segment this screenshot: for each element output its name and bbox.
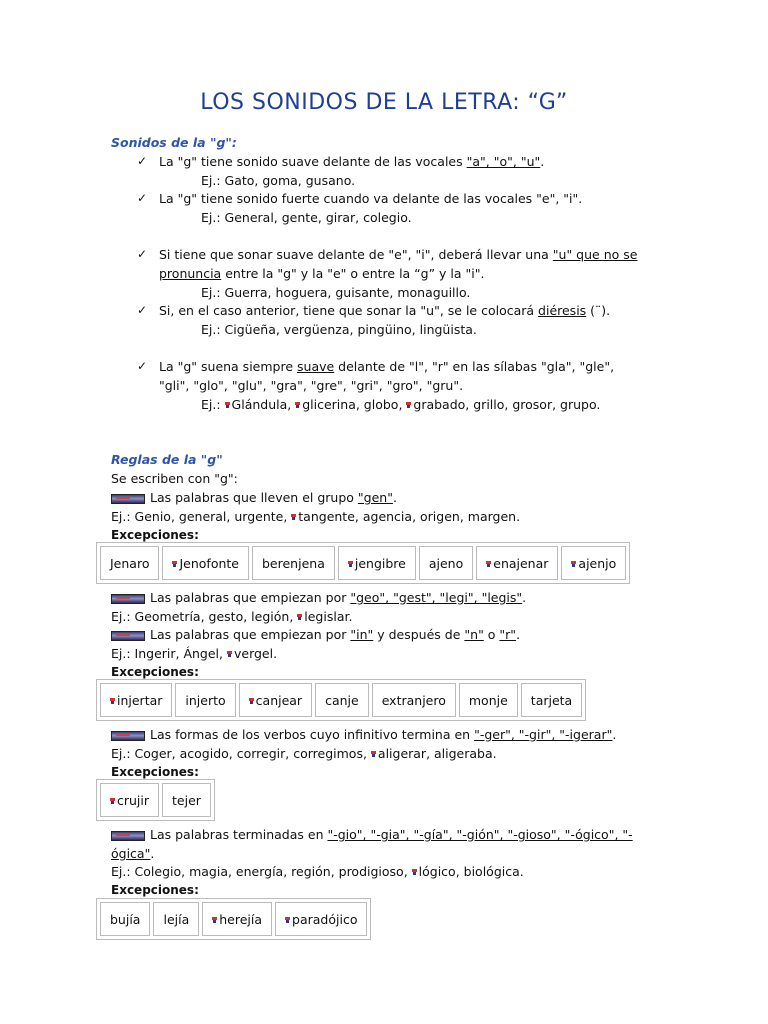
exception-word: tarjeta xyxy=(521,683,582,717)
table-row xyxy=(100,546,626,580)
exception-word: Jenaro xyxy=(100,546,159,580)
link-marker-icon xyxy=(486,560,492,568)
exception-word: enajenar xyxy=(476,546,558,580)
exception-word: ajenjo xyxy=(561,546,626,580)
link-marker-icon xyxy=(291,513,297,521)
bullet-image-icon xyxy=(111,494,145,504)
link-marker-icon xyxy=(571,560,577,568)
section-heading-reglas: Reglas de la "g" xyxy=(111,452,223,467)
exceptions-table xyxy=(96,898,371,940)
exception-word: crujir xyxy=(100,783,159,817)
link-marker-icon xyxy=(285,916,291,924)
checkmark-icon: ✓ xyxy=(137,359,148,373)
exceptions-table xyxy=(96,542,630,584)
exceptions-label: Excepciones: xyxy=(111,765,199,779)
section-heading-sonidos: Sonidos de la "g": xyxy=(111,135,237,150)
example-line: Ej.: Genio, general, urgente, tangente, agencia, origen, margen. xyxy=(111,509,521,524)
exception-word: ajeno xyxy=(419,546,473,580)
link-marker-icon xyxy=(297,613,303,621)
link-marker-icon xyxy=(348,560,354,568)
exceptions-table xyxy=(96,679,586,721)
checkmark-icon: ✓ xyxy=(137,191,148,205)
exception-word: jengibre xyxy=(338,546,416,580)
link-marker-icon xyxy=(295,401,301,409)
example-line: Ej.: Guerra, hoguera, guisante, monaguillo. xyxy=(201,285,471,300)
example-line: Ej.: Geometría, gesto, legión, legislar. xyxy=(111,609,353,624)
example-line: Ej.: Coger, acogido, corregir, corregimos, aligerar, aligeraba. xyxy=(111,746,497,761)
bullet-image-icon xyxy=(111,831,145,841)
example-line: Ej.: Gato, goma, gusano. xyxy=(201,173,356,188)
rule-line: Las palabras que empiezan por "in" y después de "n" o "r". xyxy=(111,627,520,642)
link-marker-icon xyxy=(225,401,231,409)
exception-word: lejía xyxy=(153,902,199,936)
exception-word: injerto xyxy=(175,683,235,717)
example-line: Ej.: Cigüeña, vergüenza, pingüino, lingüista. xyxy=(201,322,477,337)
exceptions-label: Excepciones: xyxy=(111,883,199,897)
rule-line: "gli", "glo", "glu", "gra", "gre", "gri", "gro", "gru". xyxy=(159,378,464,393)
link-marker-icon xyxy=(412,868,418,876)
table-row xyxy=(100,783,211,817)
page-title: LOS SONIDOS DE LA LETRA: “G” xyxy=(200,90,568,115)
bullet-image-icon xyxy=(111,594,145,604)
rule-line: Las palabras que empiezan por "geo", "gest", "legi", "legis". xyxy=(111,590,526,605)
exception-word: canje xyxy=(315,683,369,717)
exception-word: herejía xyxy=(202,902,272,936)
table-row xyxy=(100,683,582,717)
link-marker-icon xyxy=(172,560,178,568)
exception-word: tejer xyxy=(162,783,211,817)
exception-word: injertar xyxy=(100,683,172,717)
rule-line: La "g" suena siempre suave delante de "l", "r" en las sílabas "gla", "gle", xyxy=(159,359,615,374)
rule-line: Las formas de los verbos cuyo infinitivo termina en "-ger", "-gir", "-igerar". xyxy=(111,727,616,742)
rule-line: La "g" tiene sonido fuerte cuando va delante de las vocales "e", "i". xyxy=(159,191,583,206)
intro-line: Se escriben con "g": xyxy=(111,471,238,486)
link-marker-icon xyxy=(371,750,377,758)
exception-word: bujía xyxy=(100,902,150,936)
table-row xyxy=(100,902,367,936)
link-marker-icon xyxy=(212,916,218,924)
checkmark-icon: ✓ xyxy=(137,303,148,317)
rule-line: pronuncia entre la "g" y la "e" o entre la “g” y la "i". xyxy=(159,266,485,281)
link-marker-icon xyxy=(110,797,116,805)
rule-line: Las palabras que lleven el grupo "gen". xyxy=(111,490,397,505)
exceptions-label: Excepciones: xyxy=(111,528,199,542)
link-marker-icon xyxy=(110,697,116,705)
rule-line: La "g" tiene sonido suave delante de las vocales "a", "o", "u". xyxy=(159,154,545,169)
example-line: Ej.: Ingerir, Ángel, vergel. xyxy=(111,646,278,661)
exception-word: berenjena xyxy=(252,546,335,580)
checkmark-icon: ✓ xyxy=(137,247,148,261)
example-line: Ej.: Colegio, magia, energía, región, prodigioso, lógico, biológica. xyxy=(111,864,524,879)
link-marker-icon xyxy=(249,697,255,705)
example-line: Ej.: Glándula, glicerina, globo, grabado, grillo, grosor, grupo. xyxy=(201,397,601,412)
exceptions-table xyxy=(96,779,215,821)
link-marker-icon xyxy=(406,401,412,409)
exceptions-label: Excepciones: xyxy=(111,665,199,679)
rule-line: Las palabras terminadas en "-gio", "-gia", "-gía", "-gión", "-gioso", "-ógico", "- xyxy=(111,827,633,842)
exception-word: canjear xyxy=(239,683,312,717)
exception-word: extranjero xyxy=(372,683,456,717)
checkmark-icon: ✓ xyxy=(137,154,148,168)
example-line: Ej.: General, gente, girar, colegio. xyxy=(201,210,412,225)
exception-word: Jenofonte xyxy=(162,546,249,580)
exception-word: monje xyxy=(459,683,518,717)
rule-line: Si, en el caso anterior, tiene que sonar la "u", se le colocará diéresis (¨). xyxy=(159,303,611,318)
exception-word: paradójico xyxy=(275,902,367,936)
rule-line: ógica". xyxy=(111,846,155,861)
bullet-image-icon xyxy=(111,731,145,741)
rule-line: Si tiene que sonar suave delante de "e", "i", deberá llevar una "u" que no se xyxy=(159,247,638,262)
link-marker-icon xyxy=(227,650,233,658)
bullet-image-icon xyxy=(111,631,145,641)
